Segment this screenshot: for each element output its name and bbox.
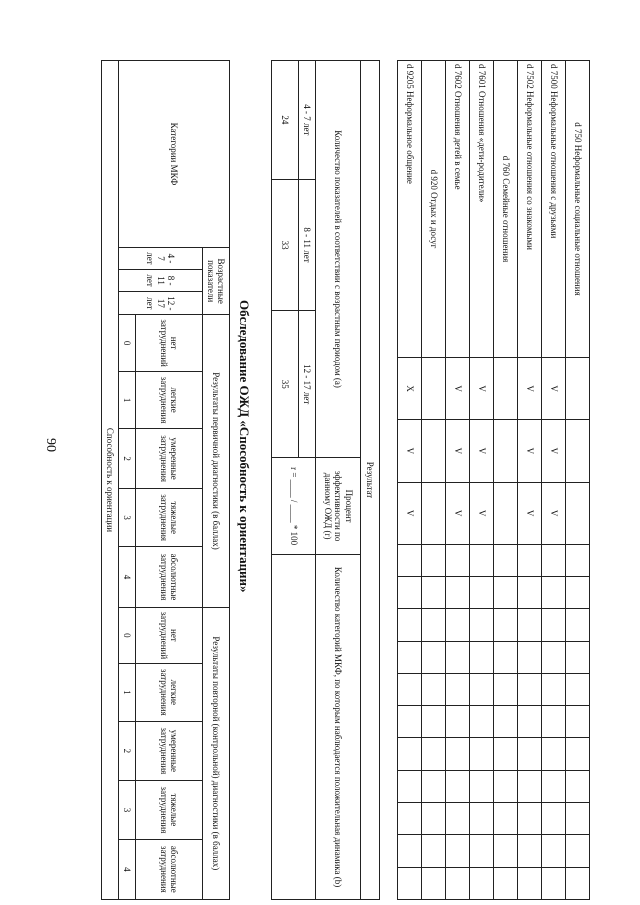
mark-cell: [398, 867, 422, 899]
table-row: [494, 61, 518, 900]
mark-cell: [542, 738, 566, 770]
section-label: d 920 Отдых и досуг: [422, 61, 446, 358]
mark-cell: [542, 706, 566, 738]
items-table: [397, 60, 590, 900]
r-level-1: легкие затруднения: [136, 664, 203, 721]
mark-cell: [494, 609, 518, 641]
mark-cell: [494, 544, 518, 576]
table-row: [446, 61, 470, 900]
table-row: [398, 61, 422, 900]
mark-cell: [398, 835, 422, 867]
mark-cell: [446, 738, 470, 770]
table-row: [422, 61, 446, 900]
mark-cell: [566, 706, 590, 738]
p-level-3: тяжелые затруднения: [136, 488, 203, 546]
table-row: [470, 61, 494, 900]
mark-cell: [422, 420, 446, 482]
item-label: d 7601 Отношения «дети-родители»: [470, 61, 494, 358]
mark-cell: [566, 609, 590, 641]
value-8-11: 33: [272, 179, 299, 311]
mark-cell: [422, 577, 446, 609]
r-level-3: тяжелые затруднения: [136, 781, 203, 839]
t3-age-2: 12 - 17 лет: [119, 292, 203, 315]
mark-cell: [542, 673, 566, 705]
p-score-2: 2: [119, 429, 136, 489]
mark-cell: [494, 482, 518, 544]
p-score-1: 1: [119, 371, 136, 428]
mark-cell: [398, 770, 422, 802]
mark-cell: [566, 738, 590, 770]
mark-cell: [446, 544, 470, 576]
mark-cell: V: [446, 420, 470, 482]
item-label: d 7500 Неформальные отношения с друзьями: [542, 61, 566, 358]
mark-cell: [470, 835, 494, 867]
mark-cell: [494, 358, 518, 420]
age-4-7: 4 - 7 лет: [299, 61, 316, 180]
mark-cell: [566, 482, 590, 544]
p-level-1: легкие затруднения: [136, 371, 203, 428]
mark-cell: [470, 706, 494, 738]
p-score-4: 4: [119, 547, 136, 607]
mark-cell: V: [542, 358, 566, 420]
mark-cell: [518, 706, 542, 738]
mark-cell: [494, 641, 518, 673]
mark-cell: [422, 609, 446, 641]
result-title: Результат: [361, 61, 380, 900]
mark-cell: [398, 803, 422, 835]
mark-cell: [518, 609, 542, 641]
r-score-2: 2: [119, 721, 136, 781]
mark-cell: [518, 770, 542, 802]
p-score-0: 0: [119, 315, 136, 371]
mark-cell: [542, 770, 566, 802]
item-label: d 7602 Отношения детей в семье: [446, 61, 470, 358]
mark-cell: [446, 609, 470, 641]
item-label: d 9205 Неформальное общение: [398, 61, 422, 358]
mark-cell: [518, 544, 542, 576]
mark-cell: V: [470, 420, 494, 482]
page-number: 90: [43, 438, 58, 452]
mark-cell: [422, 673, 446, 705]
r-score-4: 4: [119, 839, 136, 899]
mark-cell: V: [518, 358, 542, 420]
mark-cell: [446, 835, 470, 867]
mark-cell: V: [398, 482, 422, 544]
col-r-header: Процент эффективности по данному ОЖД (r): [316, 458, 361, 555]
age-8-11: 8 - 11 лет: [299, 179, 316, 311]
mark-cell: [422, 738, 446, 770]
mark-cell: [566, 544, 590, 576]
mark-cell: [566, 673, 590, 705]
mark-cell: [494, 867, 518, 899]
r-level-0: нет затруднений: [136, 607, 203, 663]
mark-cell: V: [398, 420, 422, 482]
mark-cell: [494, 738, 518, 770]
mark-cell: [446, 770, 470, 802]
mark-cell: [542, 867, 566, 899]
mark-cell: [566, 803, 590, 835]
item-label: d 7502 Неформальные отношения со знакомыми: [518, 61, 542, 358]
section-label: d 760 Семейные отношения: [494, 61, 518, 358]
mark-cell: [422, 867, 446, 899]
table-row: [542, 61, 566, 900]
mark-cell: [494, 835, 518, 867]
mark-cell: [518, 738, 542, 770]
mark-cell: [542, 544, 566, 576]
value-4-7: 24: [272, 61, 299, 180]
mark-cell: [398, 544, 422, 576]
mark-cell: [566, 358, 590, 420]
r-level-4: абсолютные затруднения: [136, 839, 203, 899]
mark-cell: [422, 706, 446, 738]
col-a-header: Количество показателей в соответствии с возрастным периодом (a): [316, 61, 361, 458]
col-b-header: Количество категорий МКФ, по которым наблюдается положительная динамика (b): [316, 555, 361, 900]
p-level-0: нет затруднений: [136, 315, 203, 371]
mark-cell: [446, 673, 470, 705]
p-level-2: умеренные затруднения: [136, 429, 203, 489]
mark-cell: [398, 706, 422, 738]
mark-cell: [470, 673, 494, 705]
mark-cell: [446, 706, 470, 738]
repeat-header: Результаты повторной (контрольной) диагностики (в баллах): [203, 607, 230, 899]
mark-cell: V: [518, 482, 542, 544]
section-title: Обследование ОЖД «Способность к ориентации»: [237, 300, 252, 593]
mark-cell: [422, 544, 446, 576]
mark-cell: [446, 803, 470, 835]
b-value: [272, 555, 316, 900]
mark-cell: V: [470, 482, 494, 544]
col-age: Возрастные показатели: [203, 248, 230, 315]
mark-cell: [446, 867, 470, 899]
primary-header: Результаты первичной диагностики (в баллах): [203, 315, 230, 607]
mark-cell: [422, 803, 446, 835]
formula: r = ____ / ____ * 100: [272, 458, 316, 555]
mark-cell: [518, 577, 542, 609]
mark-cell: [518, 641, 542, 673]
mark-cell: [470, 770, 494, 802]
mark-cell: [470, 609, 494, 641]
mark-cell: V: [446, 358, 470, 420]
mark-cell: [518, 867, 542, 899]
mark-cell: [470, 641, 494, 673]
mark-cell: V: [446, 482, 470, 544]
mark-cell: X: [398, 358, 422, 420]
mark-cell: [494, 706, 518, 738]
mark-cell: [470, 867, 494, 899]
footer-row: Способность к ориентации: [102, 61, 119, 900]
mark-cell: [542, 641, 566, 673]
t3-age-1: 8 - 11 лет: [119, 269, 203, 291]
mark-cell: V: [542, 420, 566, 482]
mark-cell: [422, 482, 446, 544]
table-row: [518, 61, 542, 900]
mark-cell: [566, 577, 590, 609]
orientation-table: [101, 60, 230, 900]
mark-cell: [518, 835, 542, 867]
r-score-1: 1: [119, 664, 136, 721]
mark-cell: [566, 770, 590, 802]
mark-cell: [494, 420, 518, 482]
mark-cell: [470, 738, 494, 770]
section-label: d 750 Неформальные социальные отношения: [566, 61, 590, 358]
mark-cell: [518, 803, 542, 835]
mark-cell: [542, 577, 566, 609]
mark-cell: [566, 867, 590, 899]
mark-cell: [494, 770, 518, 802]
mark-cell: [422, 770, 446, 802]
mark-cell: [446, 577, 470, 609]
mark-cell: [422, 358, 446, 420]
mark-cell: [494, 577, 518, 609]
age-12-17: 12 - 17 лет: [299, 311, 316, 458]
p-level-4: абсолютные затруднения: [136, 547, 203, 607]
mark-cell: [494, 673, 518, 705]
mark-cell: V: [470, 358, 494, 420]
p-score-3: 3: [119, 488, 136, 546]
r-score-0: 0: [119, 607, 136, 663]
mark-cell: [470, 803, 494, 835]
mark-cell: [398, 673, 422, 705]
mark-cell: [398, 738, 422, 770]
r-score-3: 3: [119, 781, 136, 839]
mark-cell: [422, 835, 446, 867]
mark-cell: [422, 641, 446, 673]
col-category: Категории МКФ: [119, 61, 230, 248]
mark-cell: [566, 641, 590, 673]
t3-age-0: 4 - 7 лет: [119, 248, 203, 270]
mark-cell: [398, 641, 422, 673]
mark-cell: [518, 673, 542, 705]
mark-cell: [398, 609, 422, 641]
value-12-17: 35: [272, 311, 299, 458]
table-row: [566, 61, 590, 900]
mark-cell: [542, 835, 566, 867]
mark-cell: V: [518, 420, 542, 482]
mark-cell: [494, 803, 518, 835]
mark-cell: [446, 641, 470, 673]
mark-cell: [566, 835, 590, 867]
r-level-2: умеренные затруднения: [136, 721, 203, 781]
mark-cell: [566, 420, 590, 482]
mark-cell: [470, 544, 494, 576]
mark-cell: [542, 803, 566, 835]
mark-cell: [470, 577, 494, 609]
mark-cell: [542, 609, 566, 641]
mark-cell: [398, 577, 422, 609]
result-table: [271, 60, 380, 900]
mark-cell: V: [542, 482, 566, 544]
